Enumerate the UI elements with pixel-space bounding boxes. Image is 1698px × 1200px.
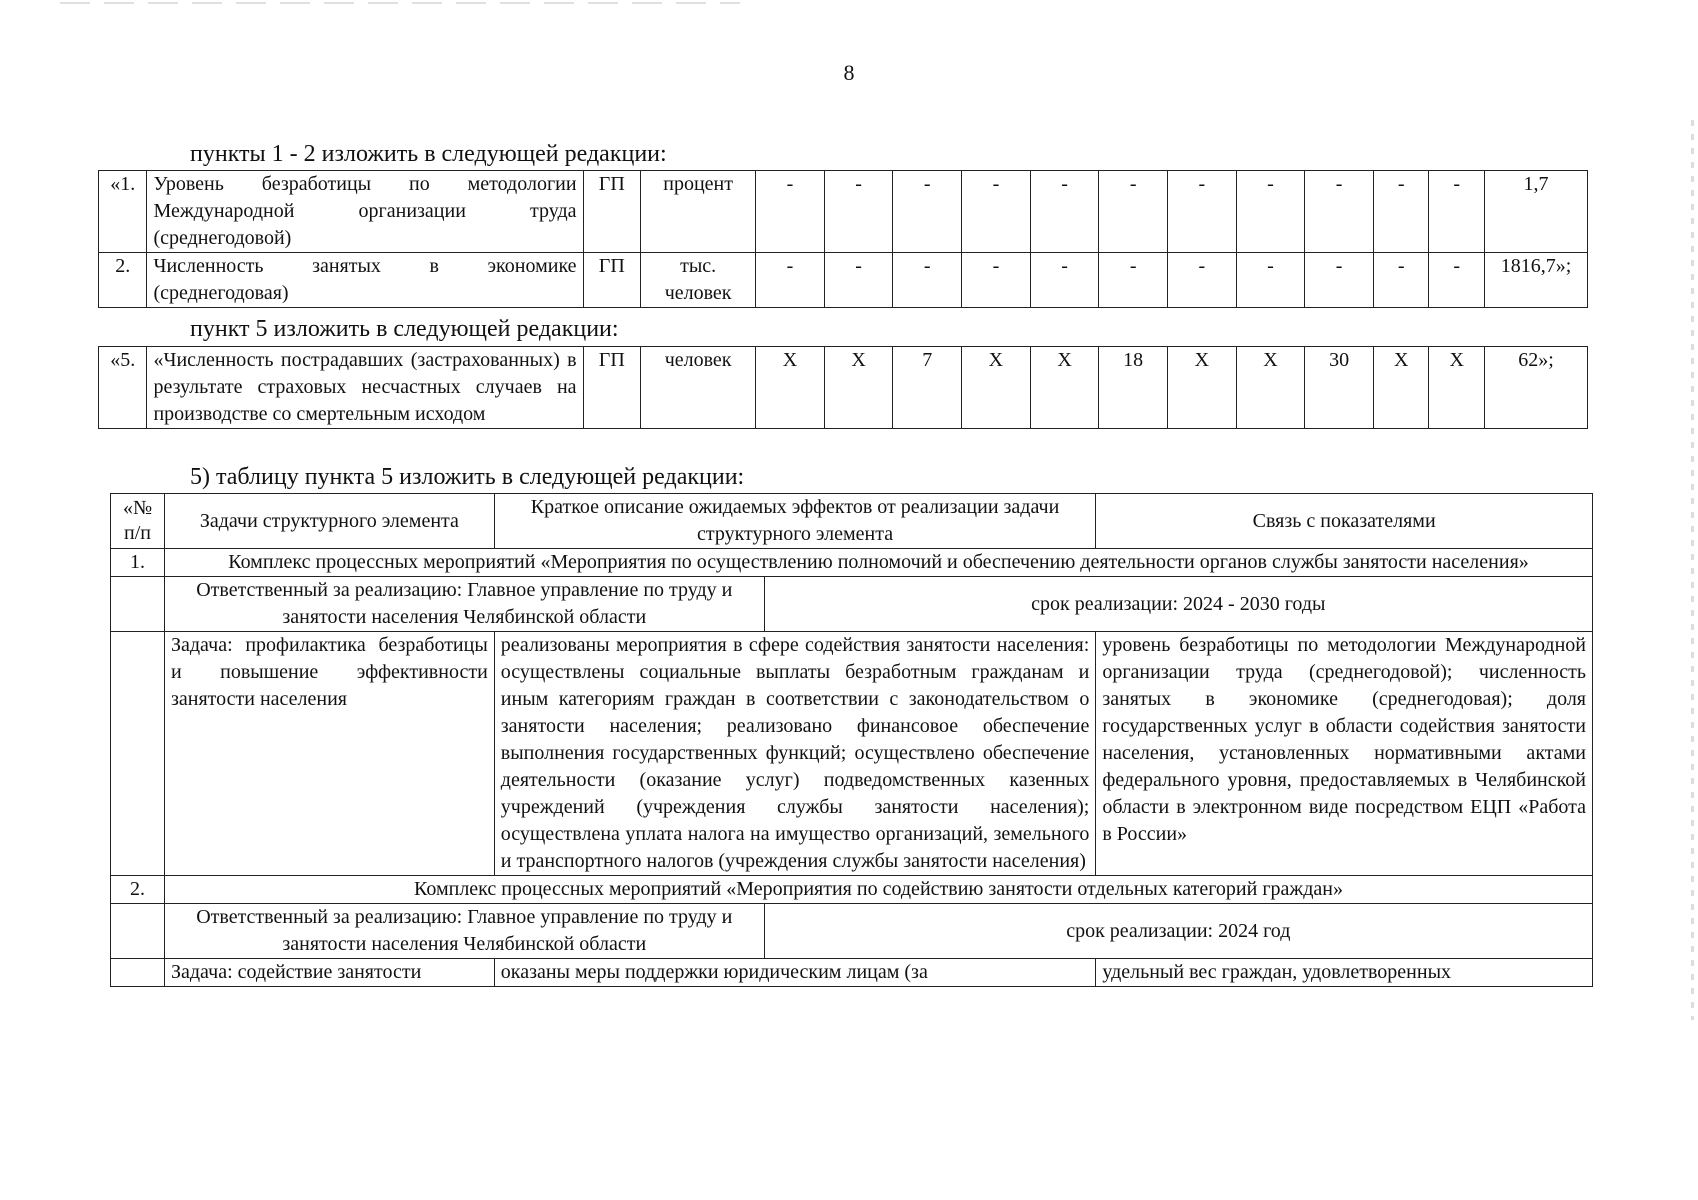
term-cell: срок реализации: 2024 - 2030 годы [764, 577, 1592, 632]
table-header-row [111, 494, 1593, 549]
value-cell: - [1236, 253, 1305, 308]
value-cell: - [1099, 171, 1168, 253]
scan-artifact-top [60, 2, 740, 4]
unit-cell: тыс. человек [641, 253, 756, 308]
empty-cell [111, 959, 165, 987]
term-cell: срок реализации: 2024 год [764, 904, 1592, 959]
scan-artifact-edge [1691, 120, 1694, 1020]
task-cell: Задача: содействие занятости [164, 959, 494, 987]
value-cell: X [1429, 347, 1485, 429]
header-effects: Краткое описание ожидаемых эффектов от реализации задачи структурного элемента [494, 494, 1096, 549]
value-cell: 7 [893, 347, 962, 429]
effects-cell: реализованы мероприятия в сфере содействия занятости населения: осуществлены социальные выплаты безработным гражданам и иным категориям граждан в соответствии с законодательством о занятости населения; реализовано финансовое обеспечение выполнения государственных функций; осуществлено обеспечение деятельности (оказание услуг) подведомственных казенных учреждений (учреждения службы занятости населения); осуществлена уплата налога на имущество организаций, земельного и транспортного налогов (учреждения службы занятости населения) [494, 632, 1096, 876]
table-row [99, 171, 1588, 253]
value-cell: - [756, 253, 825, 308]
indicator-link-cell: удельный вес граждан, удовлетворенных [1096, 959, 1593, 987]
level-cell: ГП [583, 253, 641, 308]
value-cell: X [1236, 347, 1305, 429]
value-cell: 18 [1099, 347, 1168, 429]
effects-cell: оказаны меры поддержки юридическим лицам (за [494, 959, 1096, 987]
level-cell: ГП [583, 171, 641, 253]
section-number: 1. [111, 549, 165, 577]
indicator-name: Численность занятых в экономике (среднегодовая) [147, 253, 583, 308]
indicator-name: Уровень безработицы по методологии Международной организации труда (среднегодовой) [147, 171, 583, 253]
indicators-table-1 [98, 170, 1588, 308]
value-cell: - [893, 171, 962, 253]
header-number: «№ п/п [111, 494, 165, 549]
unit-cell: процент [641, 171, 756, 253]
value-cell: - [824, 253, 893, 308]
value-cell: - [1429, 253, 1485, 308]
value-cell: - [962, 171, 1031, 253]
section-title-row [111, 549, 1593, 577]
heading-item-5: пункт 5 изложить в следующей редакции: [190, 316, 619, 342]
value-cell: X [756, 347, 825, 429]
empty-cell [111, 632, 165, 876]
section-title: Комплекс процессных мероприятий «Мероприятия по осуществлению полномочий и обеспечению деятельности органов службы занятости населения» [164, 549, 1592, 577]
heading-items-1-2: пункты 1 - 2 изложить в следующей редакции: [190, 141, 667, 167]
responsible-row [111, 577, 1593, 632]
responsible-cell: Ответственный за реализацию: Главное управление по труду и занятости населения Челябинской области [164, 904, 764, 959]
value-cell: - [962, 253, 1031, 308]
tasks-table [110, 493, 1593, 987]
value-cell: - [824, 171, 893, 253]
value-cell: - [1030, 253, 1099, 308]
value-cell: - [1305, 171, 1374, 253]
final-value-cell: 62»; [1484, 347, 1587, 429]
value-cell: - [893, 253, 962, 308]
value-cell: X [1373, 347, 1429, 429]
value-cell: X [962, 347, 1031, 429]
table-row [99, 347, 1588, 429]
row-number: «1. [99, 171, 147, 253]
value-cell: - [1429, 171, 1485, 253]
section-number: 2. [111, 876, 165, 904]
value-cell: X [1030, 347, 1099, 429]
unit-cell: человек [641, 347, 756, 429]
value-cell: - [1030, 171, 1099, 253]
value-cell: - [1099, 253, 1168, 308]
value-cell: - [1373, 253, 1429, 308]
responsible-row [111, 904, 1593, 959]
empty-cell [111, 904, 165, 959]
header-tasks: Задачи структурного элемента [164, 494, 494, 549]
heading-table-5: 5) таблицу пункта 5 изложить в следующей редакции: [190, 464, 745, 490]
value-cell: - [756, 171, 825, 253]
value-cell: - [1168, 171, 1237, 253]
task-row [111, 959, 1593, 987]
page-number: 8 [843, 60, 855, 85]
section-title-row [111, 876, 1593, 904]
value-cell: - [1236, 171, 1305, 253]
header-link: Связь с показателями [1096, 494, 1593, 549]
task-cell: Задача: профилактика безработицы и повышение эффективности занятости населения [164, 632, 494, 876]
value-cell: - [1373, 171, 1429, 253]
row-number: 2. [99, 253, 147, 308]
indicator-link-cell: уровень безработицы по методологии Международной организации труда (среднегодовой); численность занятых в экономике (среднегодовая); доля государственных услуг в области содействия занятости населения, установленных нормативными актами федерального уровня, предоставляемых в Челябинской области в электронном виде посредством ЕЦП «Работа в России» [1096, 632, 1593, 876]
value-cell: X [1168, 347, 1237, 429]
level-cell: ГП [583, 347, 641, 429]
responsible-cell: Ответственный за реализацию: Главное управление по труду и занятости населения Челябинской области [164, 577, 764, 632]
table-row [99, 253, 1588, 308]
value-cell: - [1305, 253, 1374, 308]
section-title: Комплекс процессных мероприятий «Мероприятия по содействию занятости отдельных категорий граждан» [164, 876, 1592, 904]
indicator-name: «Численность пострадавших (застрахованных) в результате страховых несчастных случаев на производстве со смертельным исходом [147, 347, 583, 429]
row-number: «5. [99, 347, 147, 429]
final-value-cell: 1,7 [1484, 171, 1587, 253]
value-cell: X [824, 347, 893, 429]
indicators-table-2 [98, 346, 1588, 429]
empty-cell [111, 577, 165, 632]
value-cell: 30 [1305, 347, 1374, 429]
final-value-cell: 1816,7»; [1484, 253, 1587, 308]
value-cell: - [1168, 253, 1237, 308]
task-row [111, 632, 1593, 876]
